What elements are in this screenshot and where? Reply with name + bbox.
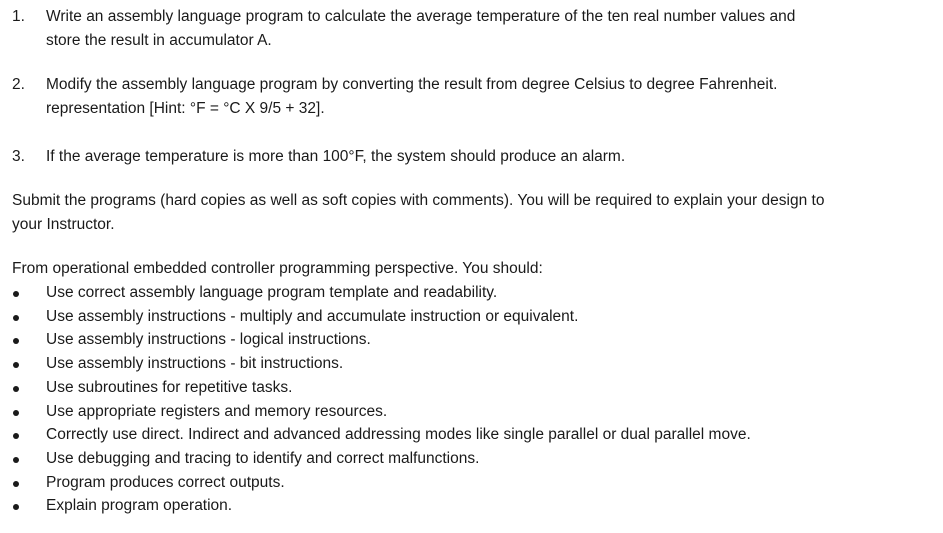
bullet-icon — [13, 362, 19, 368]
list-item-text: Program produces correct outputs. — [46, 473, 285, 491]
question-1 — [0, 5, 943, 53]
list-item — [0, 328, 751, 352]
question-text-line: If the average temperature is more than 100°F, the system should produce an alarm. — [46, 148, 626, 165]
list-item — [0, 494, 751, 518]
bullet-icon — [13, 481, 19, 487]
list-item-text: Use debugging and tracing to identify and correct malfunctions. — [46, 449, 480, 467]
list-item — [0, 471, 751, 495]
list-item-text: Use subroutines for repetitive tasks. — [46, 378, 293, 396]
question-text-line: representation [Hint: °F = °C X 9/5 + 32]. — [46, 100, 325, 117]
paragraph-line: your Instructor. — [12, 216, 115, 233]
question-number: 2. — [12, 76, 25, 93]
list-item-text: Explain program operation. — [46, 497, 233, 515]
submission-instructions — [12, 189, 927, 237]
question-2 — [0, 73, 943, 121]
requirements-list — [0, 281, 751, 518]
question-3 — [0, 145, 943, 169]
list-item-text: Use assembly instructions - logical instructions. — [46, 331, 371, 349]
bullet-icon — [13, 386, 19, 392]
question-number: 1. — [12, 8, 25, 25]
list-item-text: Use appropriate registers and memory resources. — [46, 402, 388, 420]
paragraph-line: Submit the programs (hard copies as well as soft copies with comments). You will be required to explain your design to — [12, 192, 825, 209]
question-number: 3. — [12, 148, 25, 165]
bullet-icon — [13, 457, 19, 463]
list-item — [0, 447, 751, 471]
bullet-icon — [13, 433, 19, 439]
bullet-icon — [13, 315, 19, 321]
list-item — [0, 376, 751, 400]
bullet-icon — [13, 410, 19, 416]
question-text-line: Write an assembly language program to calculate the average temperature of the ten real number values and — [46, 8, 796, 25]
list-item — [0, 305, 751, 329]
perspective-intro: From operational embedded controller programming perspective. You should: — [12, 260, 543, 277]
list-item-text: Correctly use direct. Indirect and advanced addressing modes like single parallel or dual parallel move. — [46, 426, 751, 444]
question-text-line: store the result in accumulator A. — [46, 32, 272, 49]
list-item — [0, 352, 751, 376]
bullet-icon — [13, 504, 19, 510]
bullet-icon — [13, 291, 19, 297]
list-item-text: Use correct assembly language program template and readability. — [46, 284, 498, 301]
bullet-icon — [13, 338, 19, 344]
list-item-text: Use assembly instructions - bit instructions. — [46, 355, 344, 373]
list-item — [0, 423, 751, 447]
list-item — [0, 400, 751, 424]
list-item-text: Use assembly instructions - multiply and accumulate instruction or equivalent. — [46, 307, 579, 325]
question-text-line: Modify the assembly language program by converting the result from degree Celsius to degree Fahrenheit. — [46, 76, 778, 93]
list-item — [0, 281, 751, 305]
